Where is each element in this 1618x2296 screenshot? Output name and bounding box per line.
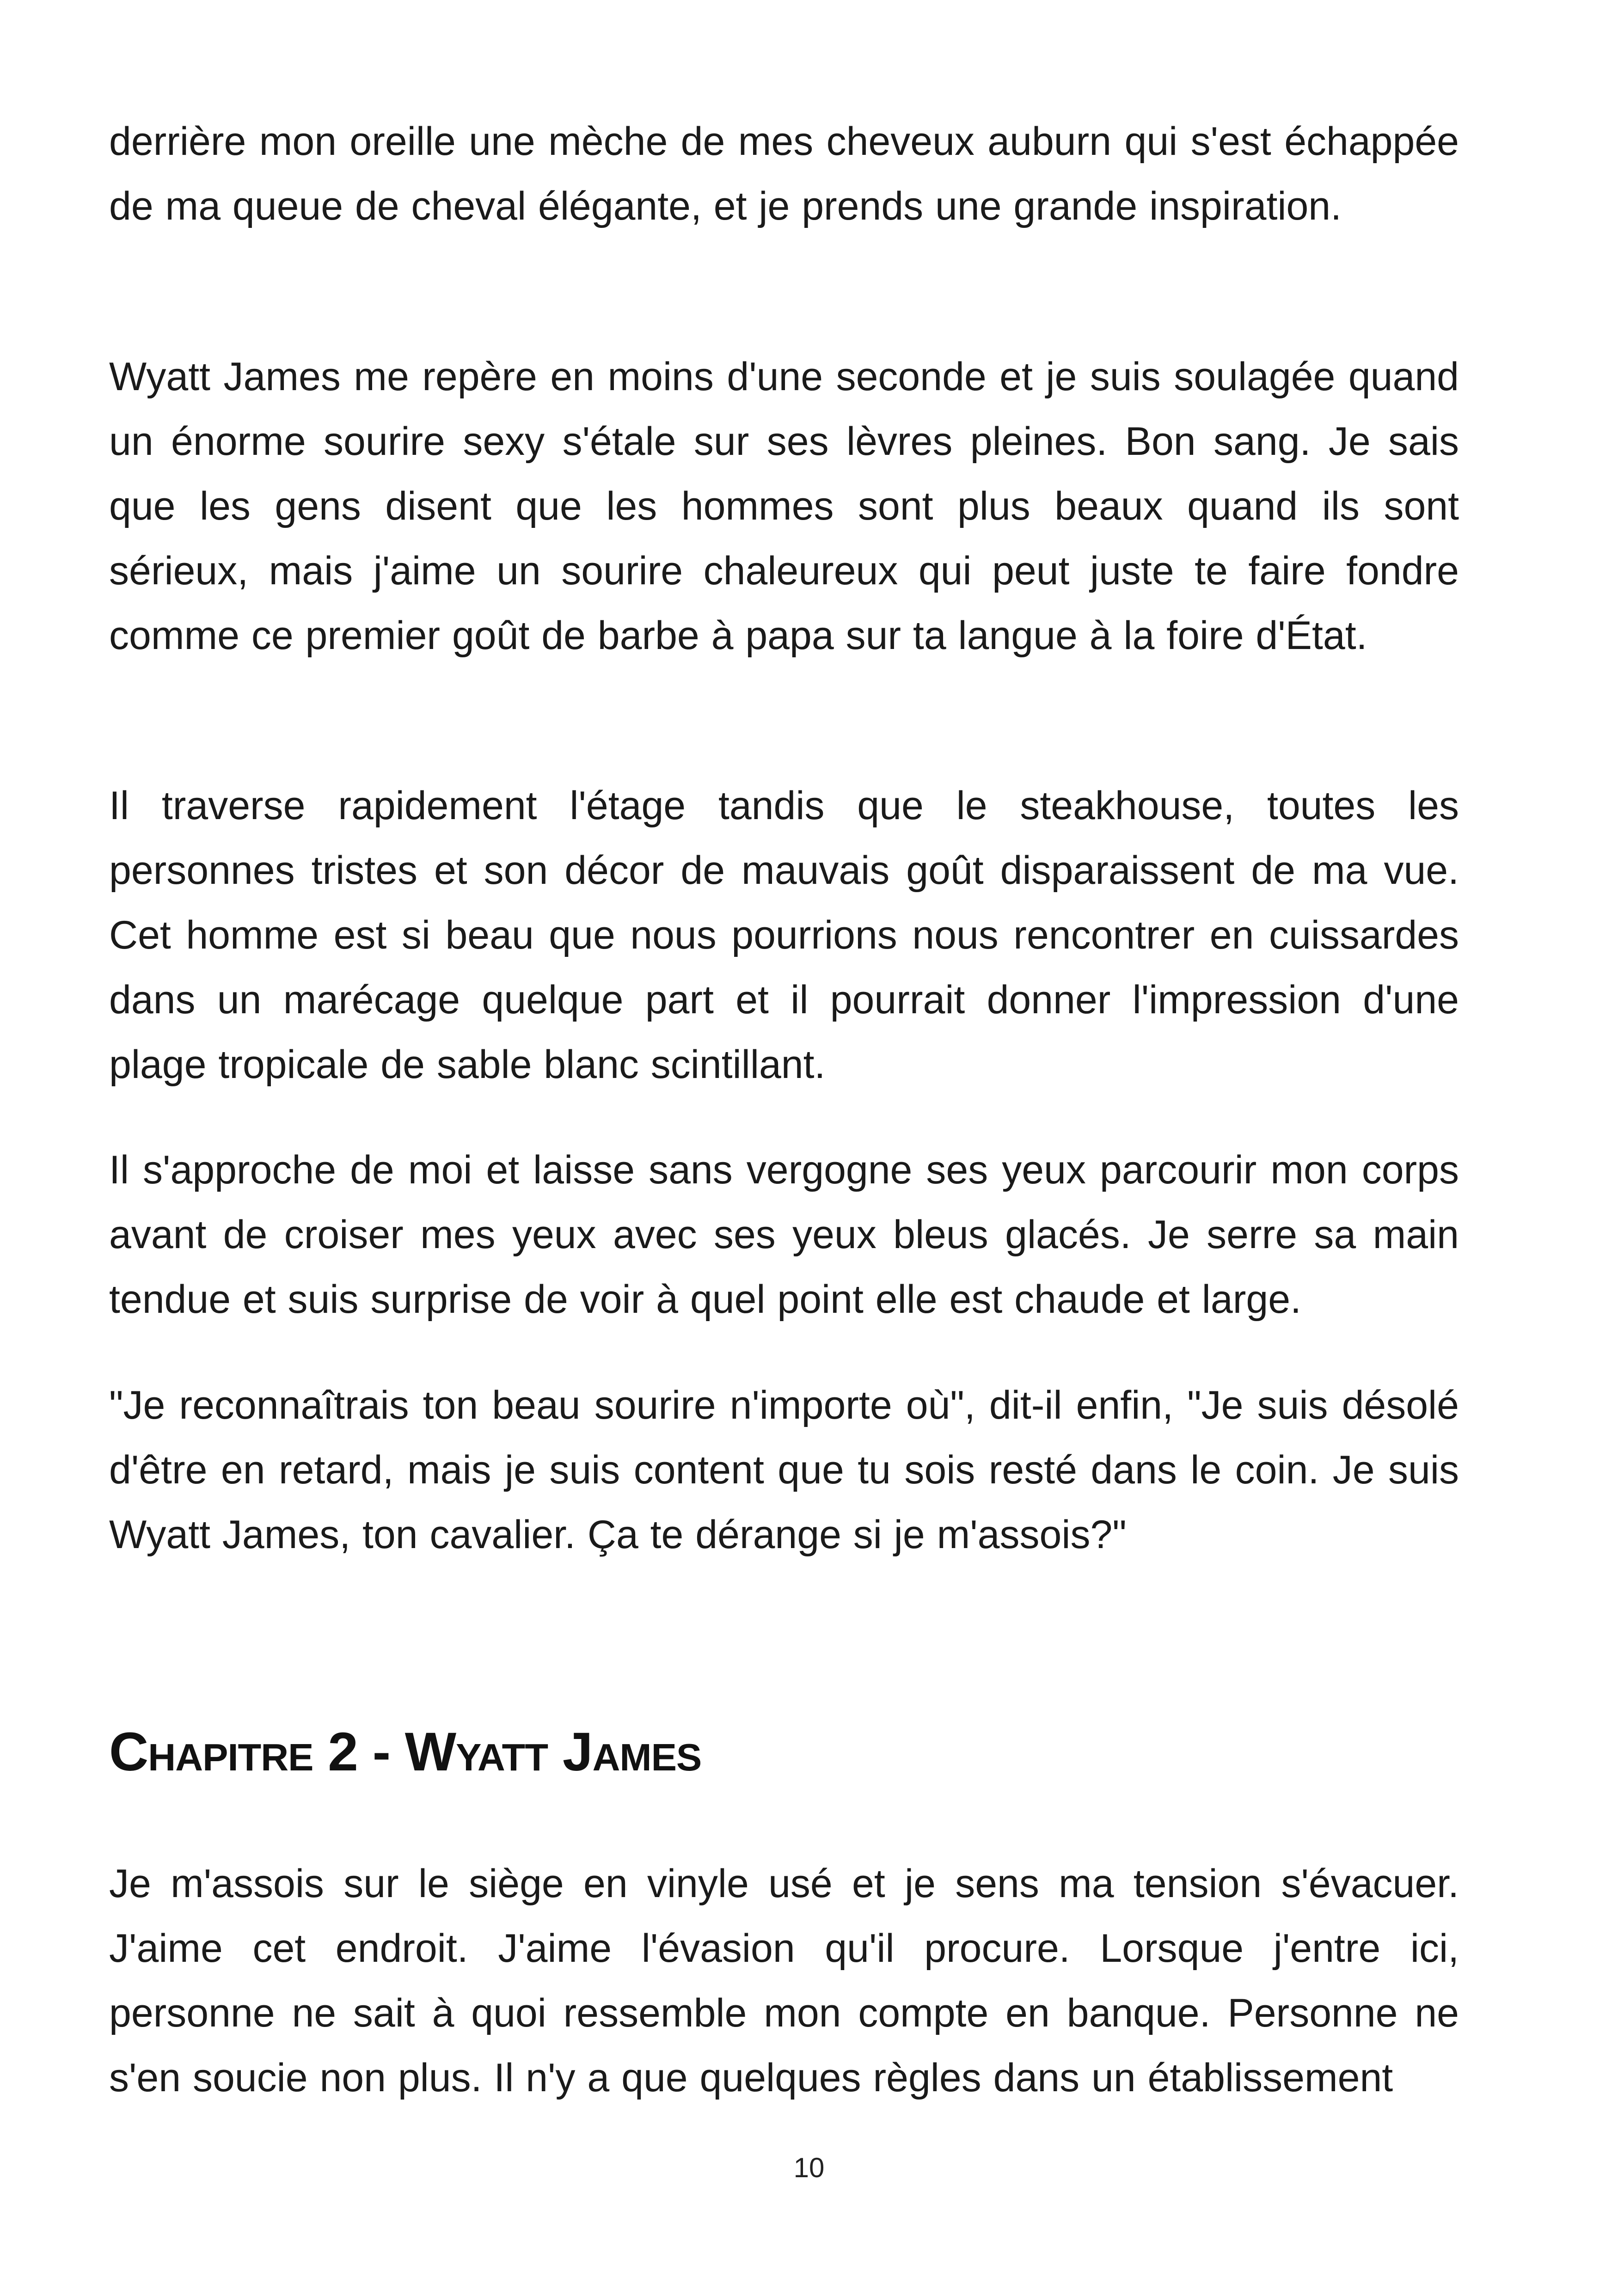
paragraph: "Je reconnaîtrais ton beau sourire n'importe où", dit-il enfin, "Je suis désolé d'être en retard, mais je suis content que tu sois resté dans le coin. Je suis Wyatt James, ton cavalier. Ça te dérange si je m'assois?" bbox=[109, 1383, 1459, 1557]
page-number: 10 bbox=[793, 2152, 825, 2183]
chapter-title: Chapitre 2 - Wyatt James bbox=[109, 1721, 702, 1782]
paragraph: Wyatt James me repère en moins d'une seconde et je suis soulagée quand un énorme sourire sexy s'étale sur ses lèvres pleines. Bon sang. Je sais que les gens disent que les hommes sont plus beaux quand ils sont sérieux, mais j'aime un sourire chaleureux qui peut juste te faire fondre comme ce premier goût de barbe à papa sur ta langue à la foire d'État. bbox=[109, 355, 1459, 658]
paragraph: Il s'approche de moi et laisse sans vergogne ses yeux parcourir mon corps avant de croiser mes yeux avec ses yeux bleus glacés. Je serre sa main tendue et suis surprise de voir à quel point elle est chaude et large. bbox=[109, 1148, 1459, 1322]
paragraph: Il traverse rapidement l'étage tandis que le steakhouse, toutes les personnes tristes et son décor de mauvais goût disparaissent de ma vue. Cet homme est si beau que nous pourrions nous rencontrer en cuissardes dans un marécage quelque part et il pourrait donner l'impression d'une plage tropicale de sable blanc scintillant. bbox=[109, 784, 1459, 1087]
paragraph: derrière mon oreille une mèche de mes cheveux auburn qui s'est échappée de ma queue de cheval élégante, et je prends une grande inspiration. bbox=[109, 119, 1459, 228]
paragraph: Je m'assois sur le siège en vinyle usé et je sens ma tension s'évacuer. J'aime cet endroit. J'aime l'évasion qu'il procure. Lorsque j'entre ici, personne ne sait à quoi ressemble mon compte en banque. Personne ne s'en soucie non plus. Il n'y a que quelques règles dans un établissement bbox=[109, 1861, 1459, 2100]
